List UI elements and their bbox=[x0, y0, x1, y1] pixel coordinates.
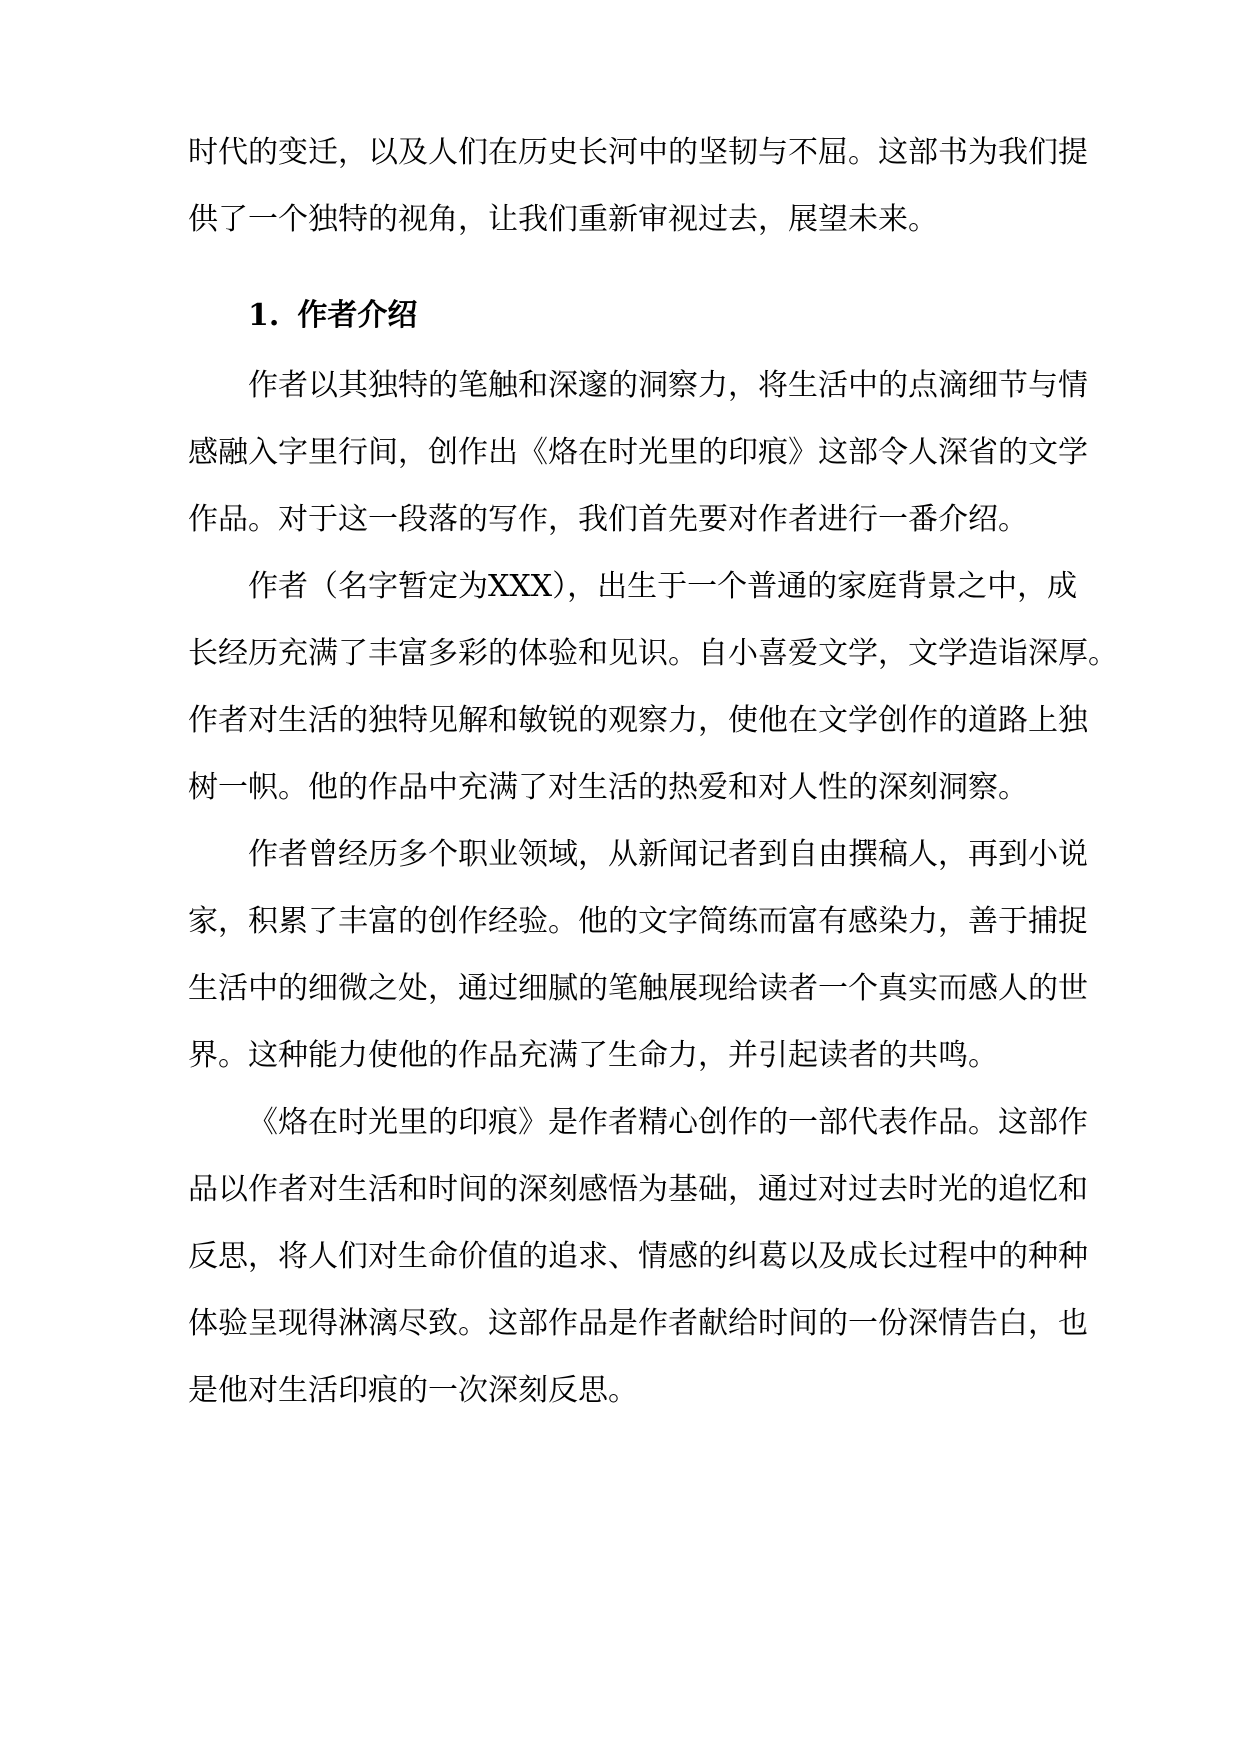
intro-line-1: 时代的变迁，以及人们在历史长河中的坚韧与不屈。这部书为我们提 bbox=[188, 135, 1088, 170]
paragraph-3-line-2: 家，积累了丰富的创作经验。他的文字简练而富有感染力，善于捕捉 bbox=[188, 904, 1088, 939]
section-number: 1. bbox=[248, 298, 280, 333]
paragraph-4-line-1: 《烙在时光里的印痕》是作者精心创作的一部代表作品。这部作 bbox=[248, 1105, 1088, 1140]
paragraph-4-line-3: 反思，将人们对生命价值的追求、情感的纠葛以及成长过程中的种种 bbox=[188, 1239, 1088, 1274]
section-heading bbox=[248, 296, 417, 336]
section-title: 作者介绍 bbox=[297, 298, 418, 333]
intro-line-2: 供了一个独特的视角，让我们重新审视过去，展望未来。 bbox=[188, 202, 938, 237]
paragraph-2-line-1: 作者（名字暂定为XXX），出生于一个普通的家庭背景之中，成 bbox=[248, 569, 1078, 604]
paragraph-3-line-4: 界。这种能力使他的作品充满了生命力，并引起读者的共鸣。 bbox=[188, 1038, 998, 1073]
paragraph-3-line-1: 作者曾经历多个职业领域，从新闻记者到自由撰稿人，再到小说 bbox=[248, 837, 1088, 872]
paragraph-4-line-5: 是他对生活印痕的一次深刻反思。 bbox=[188, 1373, 638, 1408]
paragraph-3-line-3: 生活中的细微之处，通过细腻的笔触展现给读者一个真实而感人的世 bbox=[188, 971, 1088, 1006]
paragraph-4-line-4: 体验呈现得淋漓尽致。这部作品是作者献给时间的一份深情告白，也 bbox=[188, 1306, 1088, 1341]
paragraph-1-line-1: 作者以其独特的笔触和深邃的洞察力，将生活中的点滴细节与情 bbox=[248, 368, 1088, 403]
paragraph-1-line-3: 作品。对于这一段落的写作，我们首先要对作者进行一番介绍。 bbox=[188, 502, 1028, 537]
paragraph-2-line-2: 长经历充满了丰富多彩的体验和见识。自小喜爱文学，文学造诣深厚。 bbox=[188, 636, 1118, 671]
paragraph-2-line-4: 树一帜。他的作品中充满了对生活的热爱和对人性的深刻洞察。 bbox=[188, 770, 1028, 805]
paragraph-1-line-2: 感融入字里行间，创作出《烙在时光里的印痕》这部令人深省的文学 bbox=[188, 435, 1088, 470]
paragraph-4-line-2: 品以作者对生活和时间的深刻感悟为基础，通过对过去时光的追忆和 bbox=[188, 1172, 1088, 1207]
paragraph-2-line-3: 作者对生活的独特见解和敏锐的观察力，使他在文学创作的道路上独 bbox=[188, 703, 1088, 738]
